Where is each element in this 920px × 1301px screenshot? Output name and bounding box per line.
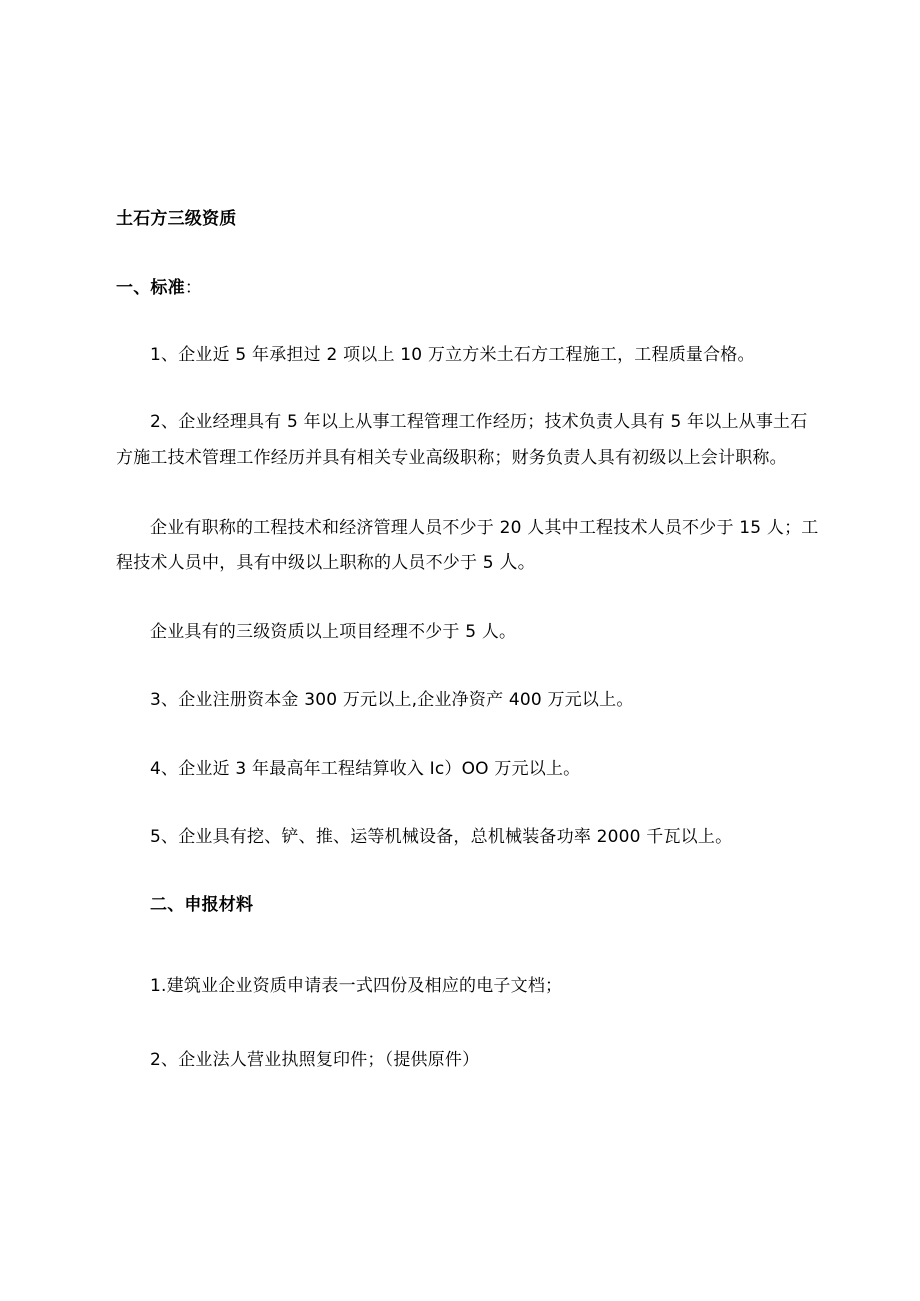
section-heading-standards: [116, 276, 202, 300]
staff-requirement-line-2: [116, 551, 536, 575]
document-title: 土石方三级资质: [116, 209, 237, 229]
section-heading-materials: 二、申报材料: [150, 895, 254, 915]
standard-item-4: 4、企业近 3 年最高年工程结算收入 Ic）OO 万元以上。: [150, 759, 581, 779]
standard-item-1: 1、企业近 5 年承担过 2 项以上 10 万立方米土石方工程施工，工程质量合格。: [150, 345, 755, 365]
section-heading-standards-colon: ：: [184, 278, 203, 298]
standard-item-2-line-2: 方施工技术管理工作经历并具有相关专业高级职称；财务负责人具有初级以上会计职称。: [116, 448, 787, 468]
standard-item-5: 5、企业具有挖、铲、推、运等机械设备，总机械装备功率 2000 千瓦以上。: [150, 827, 733, 847]
staff-requirement-line-2-main: 程技术人员中，具有中级以上职称的人员不少于 5: [116, 553, 500, 573]
staff-requirement-line-2-tail: 人。: [499, 552, 536, 573]
material-item-2: 2、企业法人营业执照复印件；（提供原件）: [150, 1050, 480, 1070]
material-item-1: 1.建筑业企业资质申请表一式四份及相应的电子文档；: [150, 976, 563, 996]
staff-requirement-line-1: 企业有职称的工程技术和经济管理人员不少于 20 人其中工程技术人员不少于 15 人；工: [150, 518, 819, 538]
standard-item-2-line-1: 2、企业经理具有 5 年以上从事工程管理工作经历；技术负责人具有 5 年以上从事土石: [150, 412, 808, 432]
project-manager-requirement: 企业具有的三级资质以上项目经理不少于 5 人。: [150, 622, 517, 642]
standard-item-3: 3、企业注册资本金 300 万元以上,企业净资产 400 万元以上。: [150, 690, 634, 710]
section-heading-standards-text: 一、标准: [116, 278, 185, 298]
